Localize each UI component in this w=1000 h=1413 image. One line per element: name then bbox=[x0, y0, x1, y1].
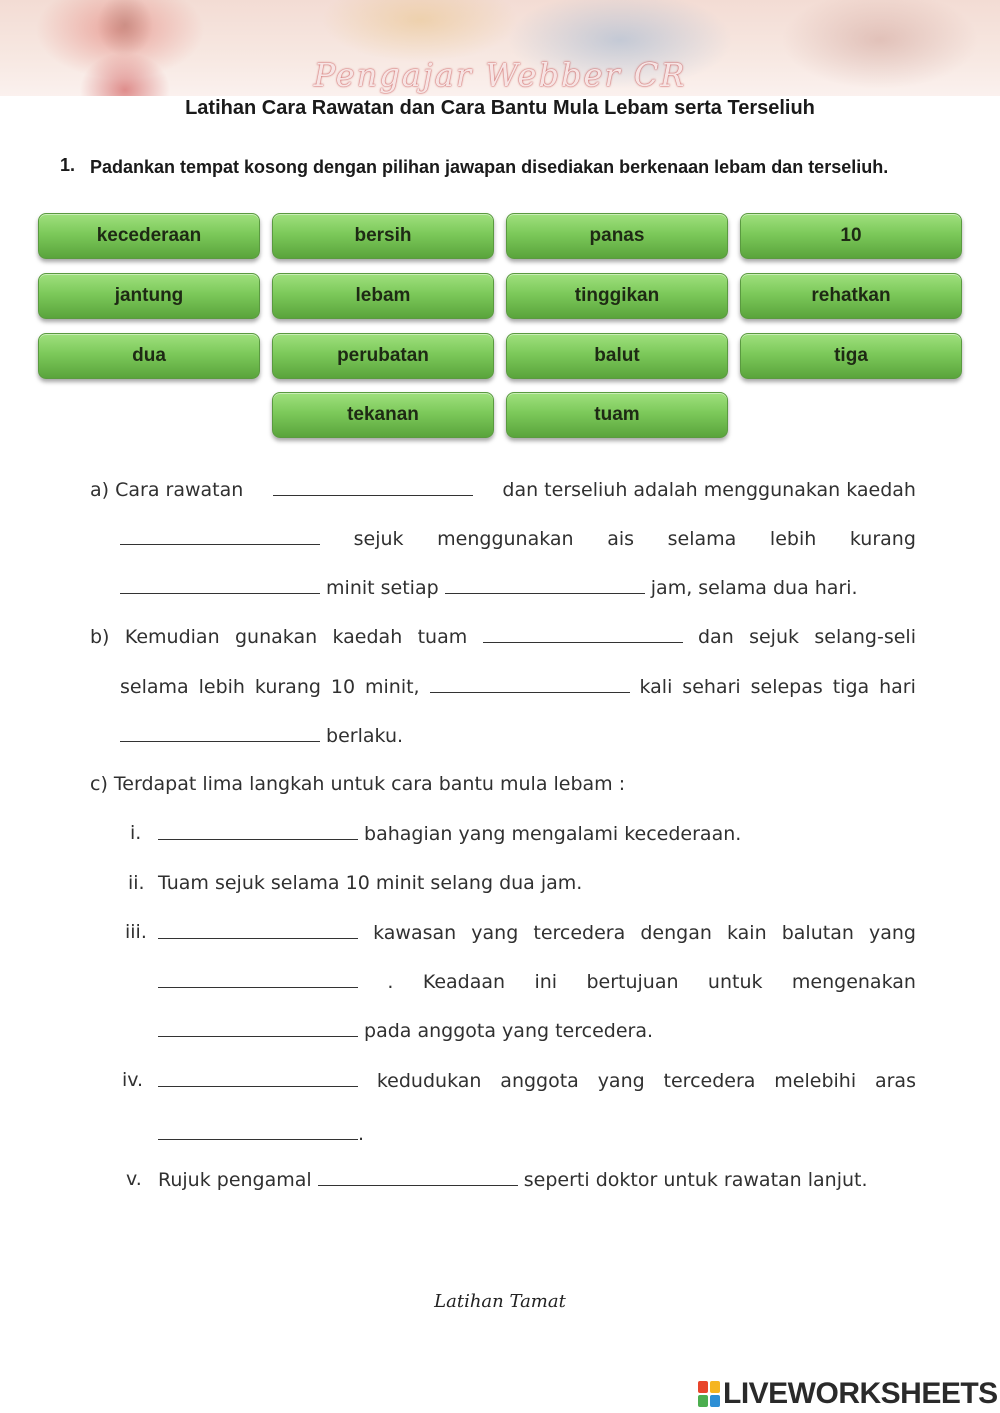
answer-chip[interactable]: dua bbox=[38, 333, 260, 379]
part-c-label: c) bbox=[90, 773, 108, 795]
step-v bbox=[158, 1167, 868, 1192]
part-a-line-1 bbox=[90, 477, 916, 502]
text-span: Rujuk pengamal bbox=[158, 1169, 312, 1191]
text-word: kurang bbox=[254, 676, 321, 698]
part-b-line-3 bbox=[120, 723, 403, 748]
text-word: kaedah bbox=[332, 626, 403, 648]
text-word: yang bbox=[471, 922, 519, 944]
text-word: aras bbox=[874, 1070, 916, 1092]
text-word: yang bbox=[868, 922, 916, 944]
text-word: kain bbox=[726, 922, 767, 944]
step-iv-label: iv. bbox=[122, 1069, 144, 1091]
text-word: menggunakan bbox=[437, 528, 574, 550]
step-i bbox=[158, 821, 741, 846]
answer-chip[interactable]: tinggikan bbox=[506, 273, 728, 319]
answer-blank[interactable] bbox=[445, 575, 645, 594]
text-span: Terdapat lima langkah untuk cara bantu mula lebam : bbox=[113, 773, 626, 795]
text-word: selama bbox=[120, 676, 189, 698]
text-word: tiga bbox=[832, 676, 870, 698]
answer-chip[interactable]: 10 bbox=[740, 213, 962, 259]
text-word: Kemudian bbox=[124, 626, 220, 648]
text-word: tuam bbox=[417, 626, 468, 648]
text-word: yang bbox=[597, 1070, 645, 1092]
text-word: sejuk bbox=[353, 528, 404, 550]
text-word: lebih bbox=[769, 528, 817, 550]
answer-chip[interactable]: panas bbox=[506, 213, 728, 259]
logo-square bbox=[710, 1395, 720, 1407]
text-word: sejuk bbox=[749, 626, 800, 648]
step-iv-line-2 bbox=[158, 1121, 364, 1146]
text-word: kali bbox=[639, 676, 673, 698]
step-i-label: i. bbox=[130, 822, 142, 844]
text-span: pada anggota yang tercedera. bbox=[364, 1020, 653, 1042]
answer-chip[interactable]: tekanan bbox=[272, 392, 494, 438]
text-word: dengan bbox=[640, 922, 712, 944]
header-banner bbox=[0, 0, 1000, 96]
text-word: untuk bbox=[707, 971, 763, 993]
text-word: . bbox=[387, 971, 394, 993]
step-iv-line-1 bbox=[158, 1068, 916, 1093]
part-b-line-1 bbox=[90, 624, 916, 649]
logo-text: LIVEWORKSHEETS bbox=[723, 1377, 998, 1410]
answer-blank[interactable] bbox=[273, 477, 473, 496]
step-v-label: v. bbox=[126, 1168, 142, 1190]
part-b-line-2 bbox=[120, 674, 916, 699]
answer-chip[interactable]: tiga bbox=[740, 333, 962, 379]
answer-blank[interactable] bbox=[158, 969, 358, 988]
answer-blank[interactable] bbox=[120, 723, 320, 742]
answer-chip[interactable]: jantung bbox=[38, 273, 260, 319]
footer-text: Latihan Tamat bbox=[434, 1291, 566, 1312]
answer-blank[interactable] bbox=[158, 1121, 358, 1140]
answer-blank[interactable] bbox=[430, 674, 630, 693]
text-word: kedudukan bbox=[376, 1070, 482, 1092]
answer-blank[interactable] bbox=[120, 575, 320, 594]
logo-square bbox=[698, 1381, 708, 1393]
answer-chip[interactable]: bersih bbox=[272, 213, 494, 259]
answer-blank[interactable] bbox=[158, 1018, 358, 1037]
text-word: 10 bbox=[330, 676, 356, 698]
text-span: Cara rawatan bbox=[115, 479, 244, 501]
text-word: tercedera bbox=[663, 1070, 756, 1092]
text-span: dan terseliuh adalah menggunakan kaedah bbox=[502, 479, 916, 501]
text-word: gunakan bbox=[234, 626, 318, 648]
answer-blank[interactable] bbox=[158, 821, 358, 840]
text-span: berlaku. bbox=[326, 725, 404, 747]
liveworksheets-logo-icon bbox=[698, 1381, 720, 1407]
text-word: selepas bbox=[750, 676, 823, 698]
answer-chip[interactable]: tuam bbox=[506, 392, 728, 438]
text-word: melebihi bbox=[774, 1070, 857, 1092]
text-word: selang-seli bbox=[814, 626, 916, 648]
part-b-label: b) bbox=[90, 626, 110, 648]
text-word: balutan bbox=[781, 922, 854, 944]
text-word: lebih bbox=[198, 676, 245, 698]
answer-blank[interactable] bbox=[158, 1068, 358, 1087]
step-iii-line-1 bbox=[158, 920, 916, 945]
answer-blank[interactable] bbox=[483, 624, 683, 643]
text-word: ais bbox=[607, 528, 635, 550]
text-word: bertujuan bbox=[586, 971, 679, 993]
page-title: Latihan Cara Rawatan dan Cara Bantu Mula Lebam serta Terseliuh bbox=[185, 97, 815, 119]
part-a-line-2 bbox=[120, 526, 916, 551]
text-word: selama bbox=[667, 528, 737, 550]
text-word: sehari bbox=[682, 676, 741, 698]
text-word: minit, bbox=[365, 676, 420, 698]
part-a-label: a) bbox=[90, 479, 110, 501]
text-span: minit setiap bbox=[326, 577, 439, 599]
answer-chip[interactable]: lebam bbox=[272, 273, 494, 319]
liveworksheets-logo[interactable] bbox=[698, 1378, 998, 1410]
text-word: hari bbox=[879, 676, 916, 698]
logo-square bbox=[710, 1381, 720, 1393]
step-ii: Tuam sejuk selama 10 minit selang dua jam. bbox=[158, 872, 583, 894]
answer-blank[interactable] bbox=[158, 920, 358, 939]
answer-chip[interactable]: balut bbox=[506, 333, 728, 379]
step-ii-label: ii. bbox=[128, 872, 145, 894]
text-word: ini bbox=[534, 971, 558, 993]
text-word: kawasan bbox=[373, 922, 457, 944]
text-word: Keadaan bbox=[422, 971, 506, 993]
text-span: . bbox=[358, 1123, 365, 1145]
step-iii-line-3 bbox=[158, 1018, 653, 1043]
text-word: kurang bbox=[849, 528, 916, 550]
answer-blank[interactable] bbox=[318, 1167, 518, 1186]
text-word: tercedera bbox=[533, 922, 626, 944]
text-word: mengenakan bbox=[791, 971, 916, 993]
part-a-line-3 bbox=[120, 575, 858, 600]
step-iii-line-2 bbox=[158, 969, 916, 994]
logo-square bbox=[698, 1395, 708, 1407]
text-word: anggota bbox=[500, 1070, 579, 1092]
text-span: bahagian yang mengalami kecederaan. bbox=[364, 823, 742, 845]
text-word: dan bbox=[697, 626, 734, 648]
answer-blank[interactable] bbox=[120, 526, 320, 545]
answer-chip[interactable]: rehatkan bbox=[740, 273, 962, 319]
banner-title: Pengajar Webber CR bbox=[313, 56, 687, 94]
answer-chip[interactable]: kecederaan bbox=[38, 213, 260, 259]
text-span: seperti doktor untuk rawatan lanjut. bbox=[523, 1169, 868, 1191]
question-number: 1. bbox=[60, 155, 76, 175]
part-c-intro bbox=[90, 772, 625, 796]
question-text: Padankan tempat kosong dengan pilihan jawapan disediakan berkenaan lebam dan terseliuh. bbox=[90, 157, 889, 177]
text-span: jam, selama dua hari. bbox=[650, 577, 858, 599]
answer-chip[interactable]: perubatan bbox=[272, 333, 494, 379]
step-iii-label: iii. bbox=[125, 921, 147, 943]
